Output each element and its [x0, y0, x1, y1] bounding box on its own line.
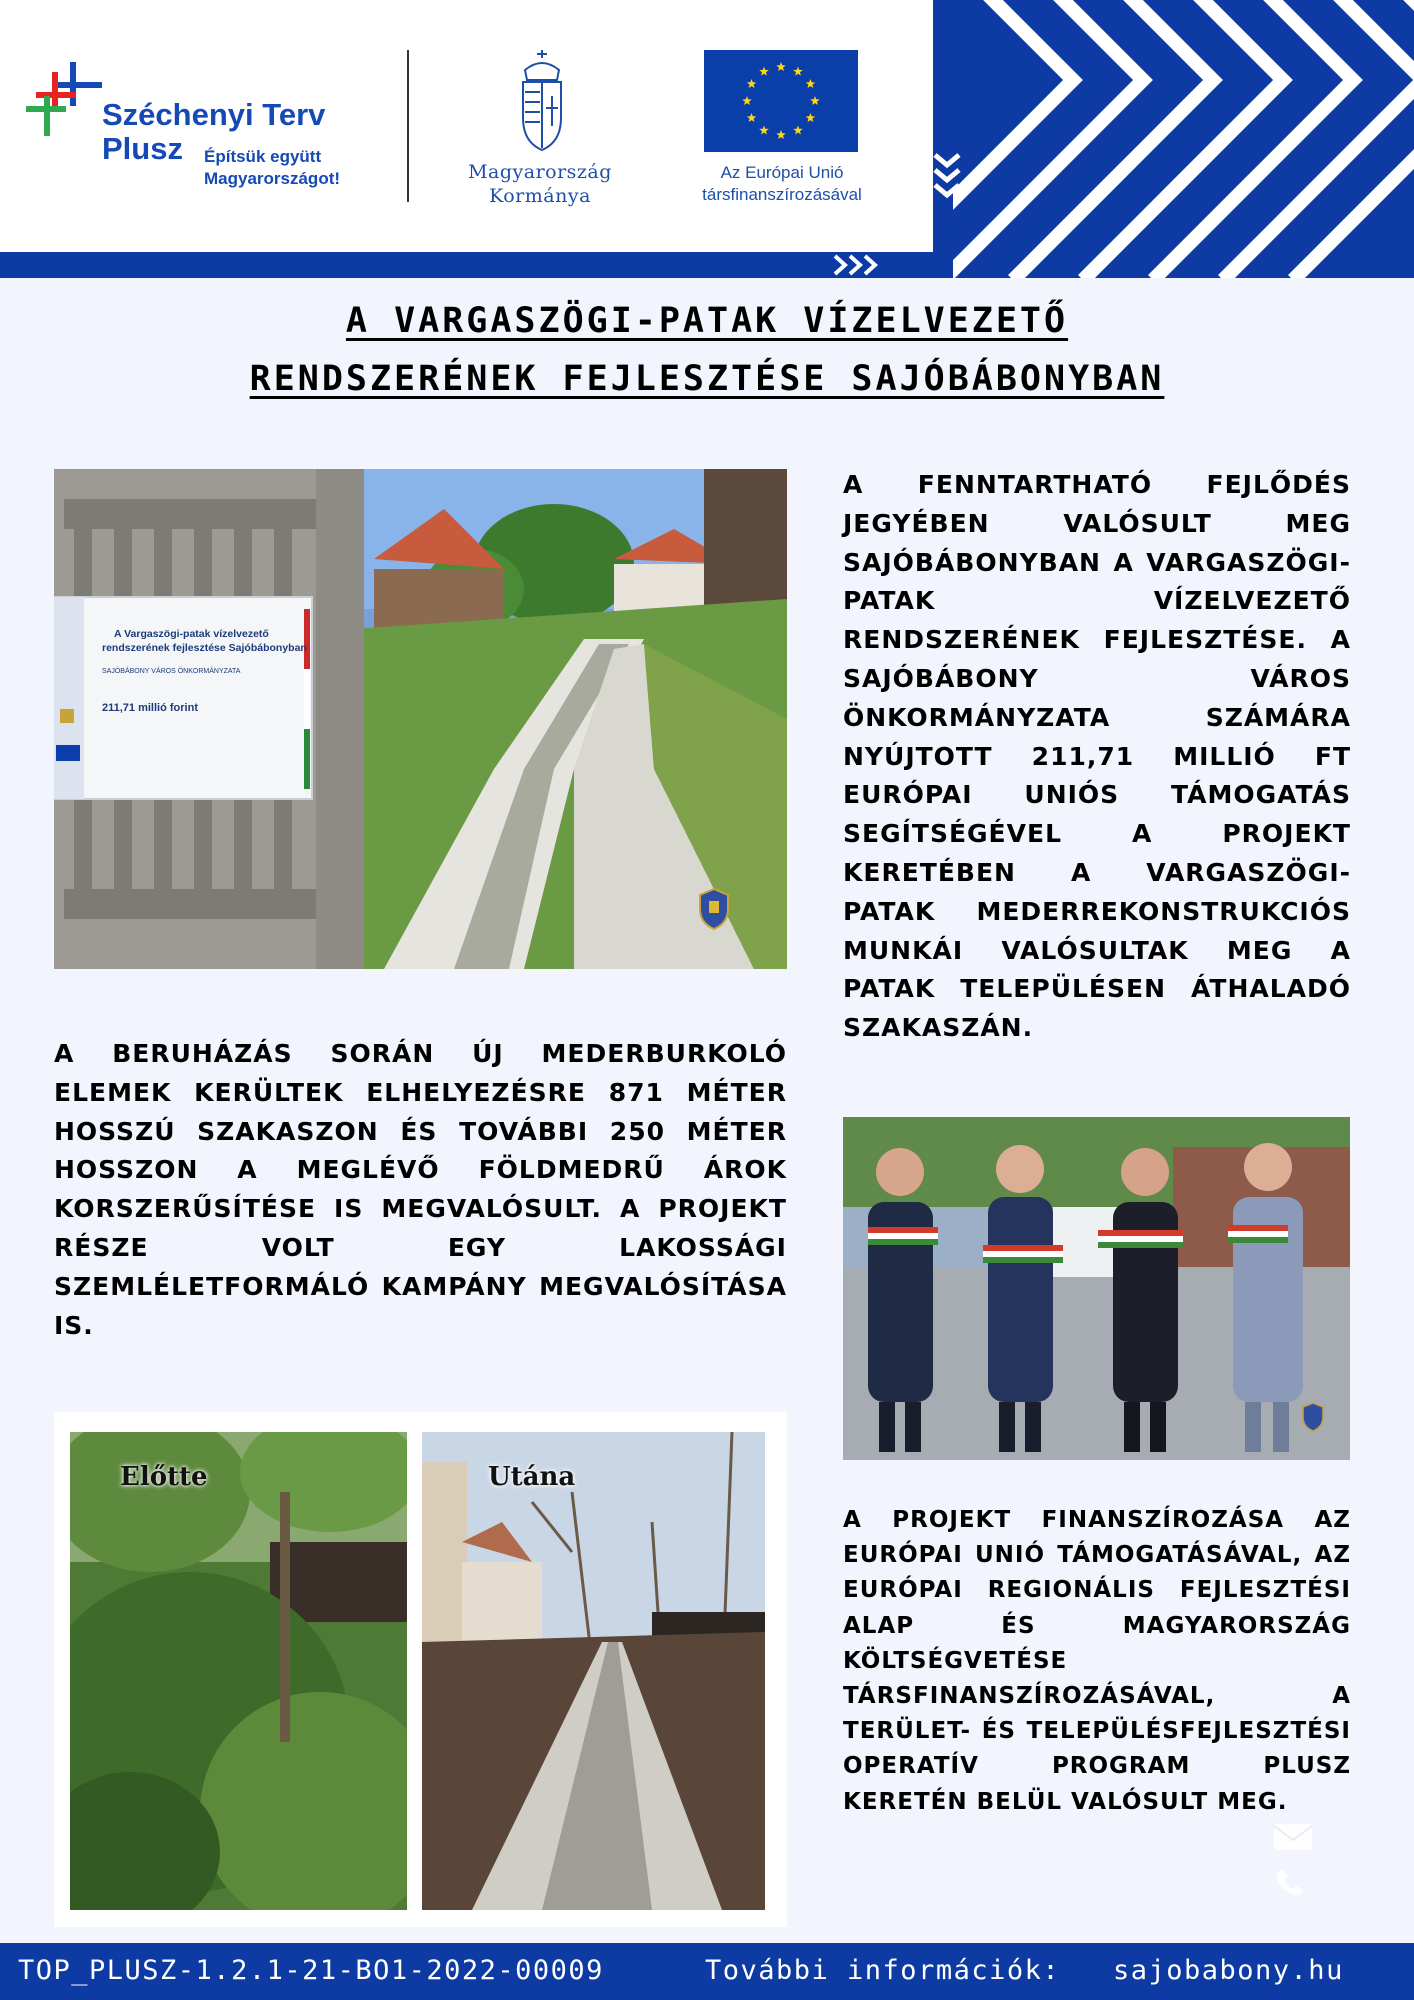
- eu-line1: Az Európai Unió: [720, 163, 844, 182]
- government-line1: Magyarország: [468, 161, 612, 183]
- eu-flag-icon: [704, 50, 858, 152]
- szechenyi-slogan-line1: Építsük együtt: [204, 147, 322, 166]
- paragraph-investment-details: A BERUHÁZÁS SORÁN ÚJ MEDERBURKOLÓ ELEMEK KERÜLTEK ELHELYEZÉSRE 871 MÉTER HOSSZÚ SZAKASZON ÉS TOVÁBBI 250 MÉTER HOSSZON A MEGLÉVŐ FÖLDMEDRŰ ÁROK KORSZERŰSÍTÉSE IS MEGVALÓSULT. A PROJEKT RÉSZE VOLT EGY LAKOSSÁGI SZEMLÉLETFORMÁLÓ KAMPÁNY MEGVALÓSÍTÁSA IS.: [54, 1039, 787, 1340]
- eu-star: [806, 79, 816, 88]
- after-label: Utána: [488, 1462, 576, 1492]
- szechenyi-cross-icon: [26, 60, 106, 140]
- government-logo: [440, 48, 640, 208]
- eu-star: [793, 67, 803, 76]
- eu-star: [810, 96, 820, 105]
- project-id: TOP_PLUSZ-1.2.1-21-BO1-2022-00009: [18, 1955, 604, 1986]
- government-text: [440, 160, 640, 208]
- szechenyi-title: Széchenyi Terv: [102, 97, 326, 132]
- bar-chevrons-icon: [830, 254, 910, 276]
- photo-ribbon-cutting: [843, 1117, 1350, 1460]
- eu-star: [806, 113, 816, 122]
- phone-icon: [1272, 1866, 1314, 1896]
- eu-star: [759, 125, 769, 134]
- title-line1: A VARGASZÖGI-PATAK VÍZELVEZETŐ: [345, 301, 1069, 341]
- eu-line2: társfinanszírozásával: [702, 185, 862, 204]
- sign-title-line2: rendszerének fejlesztése Sajóbábonyban: [102, 642, 307, 654]
- header: [0, 0, 1414, 278]
- eu-star: [793, 125, 803, 134]
- government-line2: Kormánya: [489, 185, 591, 207]
- sign-beneficiary: SAJÓBÁBONY VÁROS ÖNKORMÁNYZATA: [102, 668, 241, 675]
- eu-star: [776, 130, 786, 139]
- eu-text: [672, 162, 892, 206]
- eu-star: [747, 113, 757, 122]
- eu-star: [742, 96, 752, 105]
- photo-before: [70, 1432, 407, 1910]
- envelope-icon: [1272, 1822, 1314, 1852]
- small-chevrons-icon: [932, 150, 962, 220]
- szechenyi-terv-logo: [26, 60, 356, 200]
- eu-star: [776, 62, 786, 71]
- title-line2: RENDSZERÉNEK FEJLESZTÉSE SAJÓBÁBONYBAN: [249, 359, 1165, 399]
- eu-star: [759, 67, 769, 76]
- szechenyi-slogan-line2: Magyarországot!: [204, 169, 341, 188]
- before-after-frame: [54, 1412, 787, 1927]
- paragraph-financing: A PROJEKT FINANSZÍROZÁSA AZ EURÓPAI UNIÓ TÁMOGATÁSÁVAL, AZ EURÓPAI REGIONÁLIS FEJLESZTÉSI ALAP ÉS MAGYARORSZÁG KÖLTSÉGVETÉSE TÁRSFINANSZÍROZÁSÁVAL, A TERÜLET- ÉS TELEPÜLÉSFEJLESZTÉSI OPERATÍV PROGRAM PLUSZ KERETÉN BELÜL VALÓSULT MEG.: [843, 1507, 1351, 1815]
- sign-amount: 211,71 millió forint: [102, 702, 198, 714]
- footer: [0, 1943, 1414, 2000]
- hungarian-coat-of-arms-icon: [515, 48, 569, 154]
- photo-project-sign-and-channel: [54, 469, 787, 969]
- header-divider: [407, 50, 409, 202]
- paragraph-project-intro: A FENNTARTHATÓ FEJLŐDÉS JEGYÉBEN VALÓSULT MEG SAJÓBÁBONYBAN A VARGASZÖGI-PATAK VÍZELVEZETŐ RENDSZERÉNEK FEJLESZTÉSE. A SAJÓBÁBONY VÁROS ÖNKORMÁNYZATA SZÁMÁRA NYÚJTOTT 211,71 MILLIÓ FT EURÓPAI UNIÓS TÁMOGATÁS SEGÍTSÉGÉVEL A PROJEKT KERETÉBEN A VARGASZÖGI-PATAK MEDERREKONSTRUKCIÓS MUNKÁI VALÓSULTAK MEG A PATAK TELEPÜLÉSEN ÁTHALADÓ SZAKASZÁN.: [843, 470, 1351, 1043]
- eu-cofinancing-logo: [672, 50, 892, 210]
- sign-title-line1: A Vargaszögi-patak vízelvezető: [114, 628, 269, 640]
- szechenyi-title-plusz: Plusz: [102, 131, 183, 166]
- page-title: [60, 292, 1354, 408]
- szechenyi-slogan: [204, 146, 340, 190]
- eu-star: [747, 79, 757, 88]
- website-link[interactable]: sajobabony.hu: [1113, 1955, 1344, 1986]
- chevron-pattern: [933, 0, 1414, 278]
- more-info-label: További információk:: [705, 1955, 1061, 1986]
- before-label: Előtte: [120, 1462, 208, 1492]
- photo-after: [422, 1432, 765, 1910]
